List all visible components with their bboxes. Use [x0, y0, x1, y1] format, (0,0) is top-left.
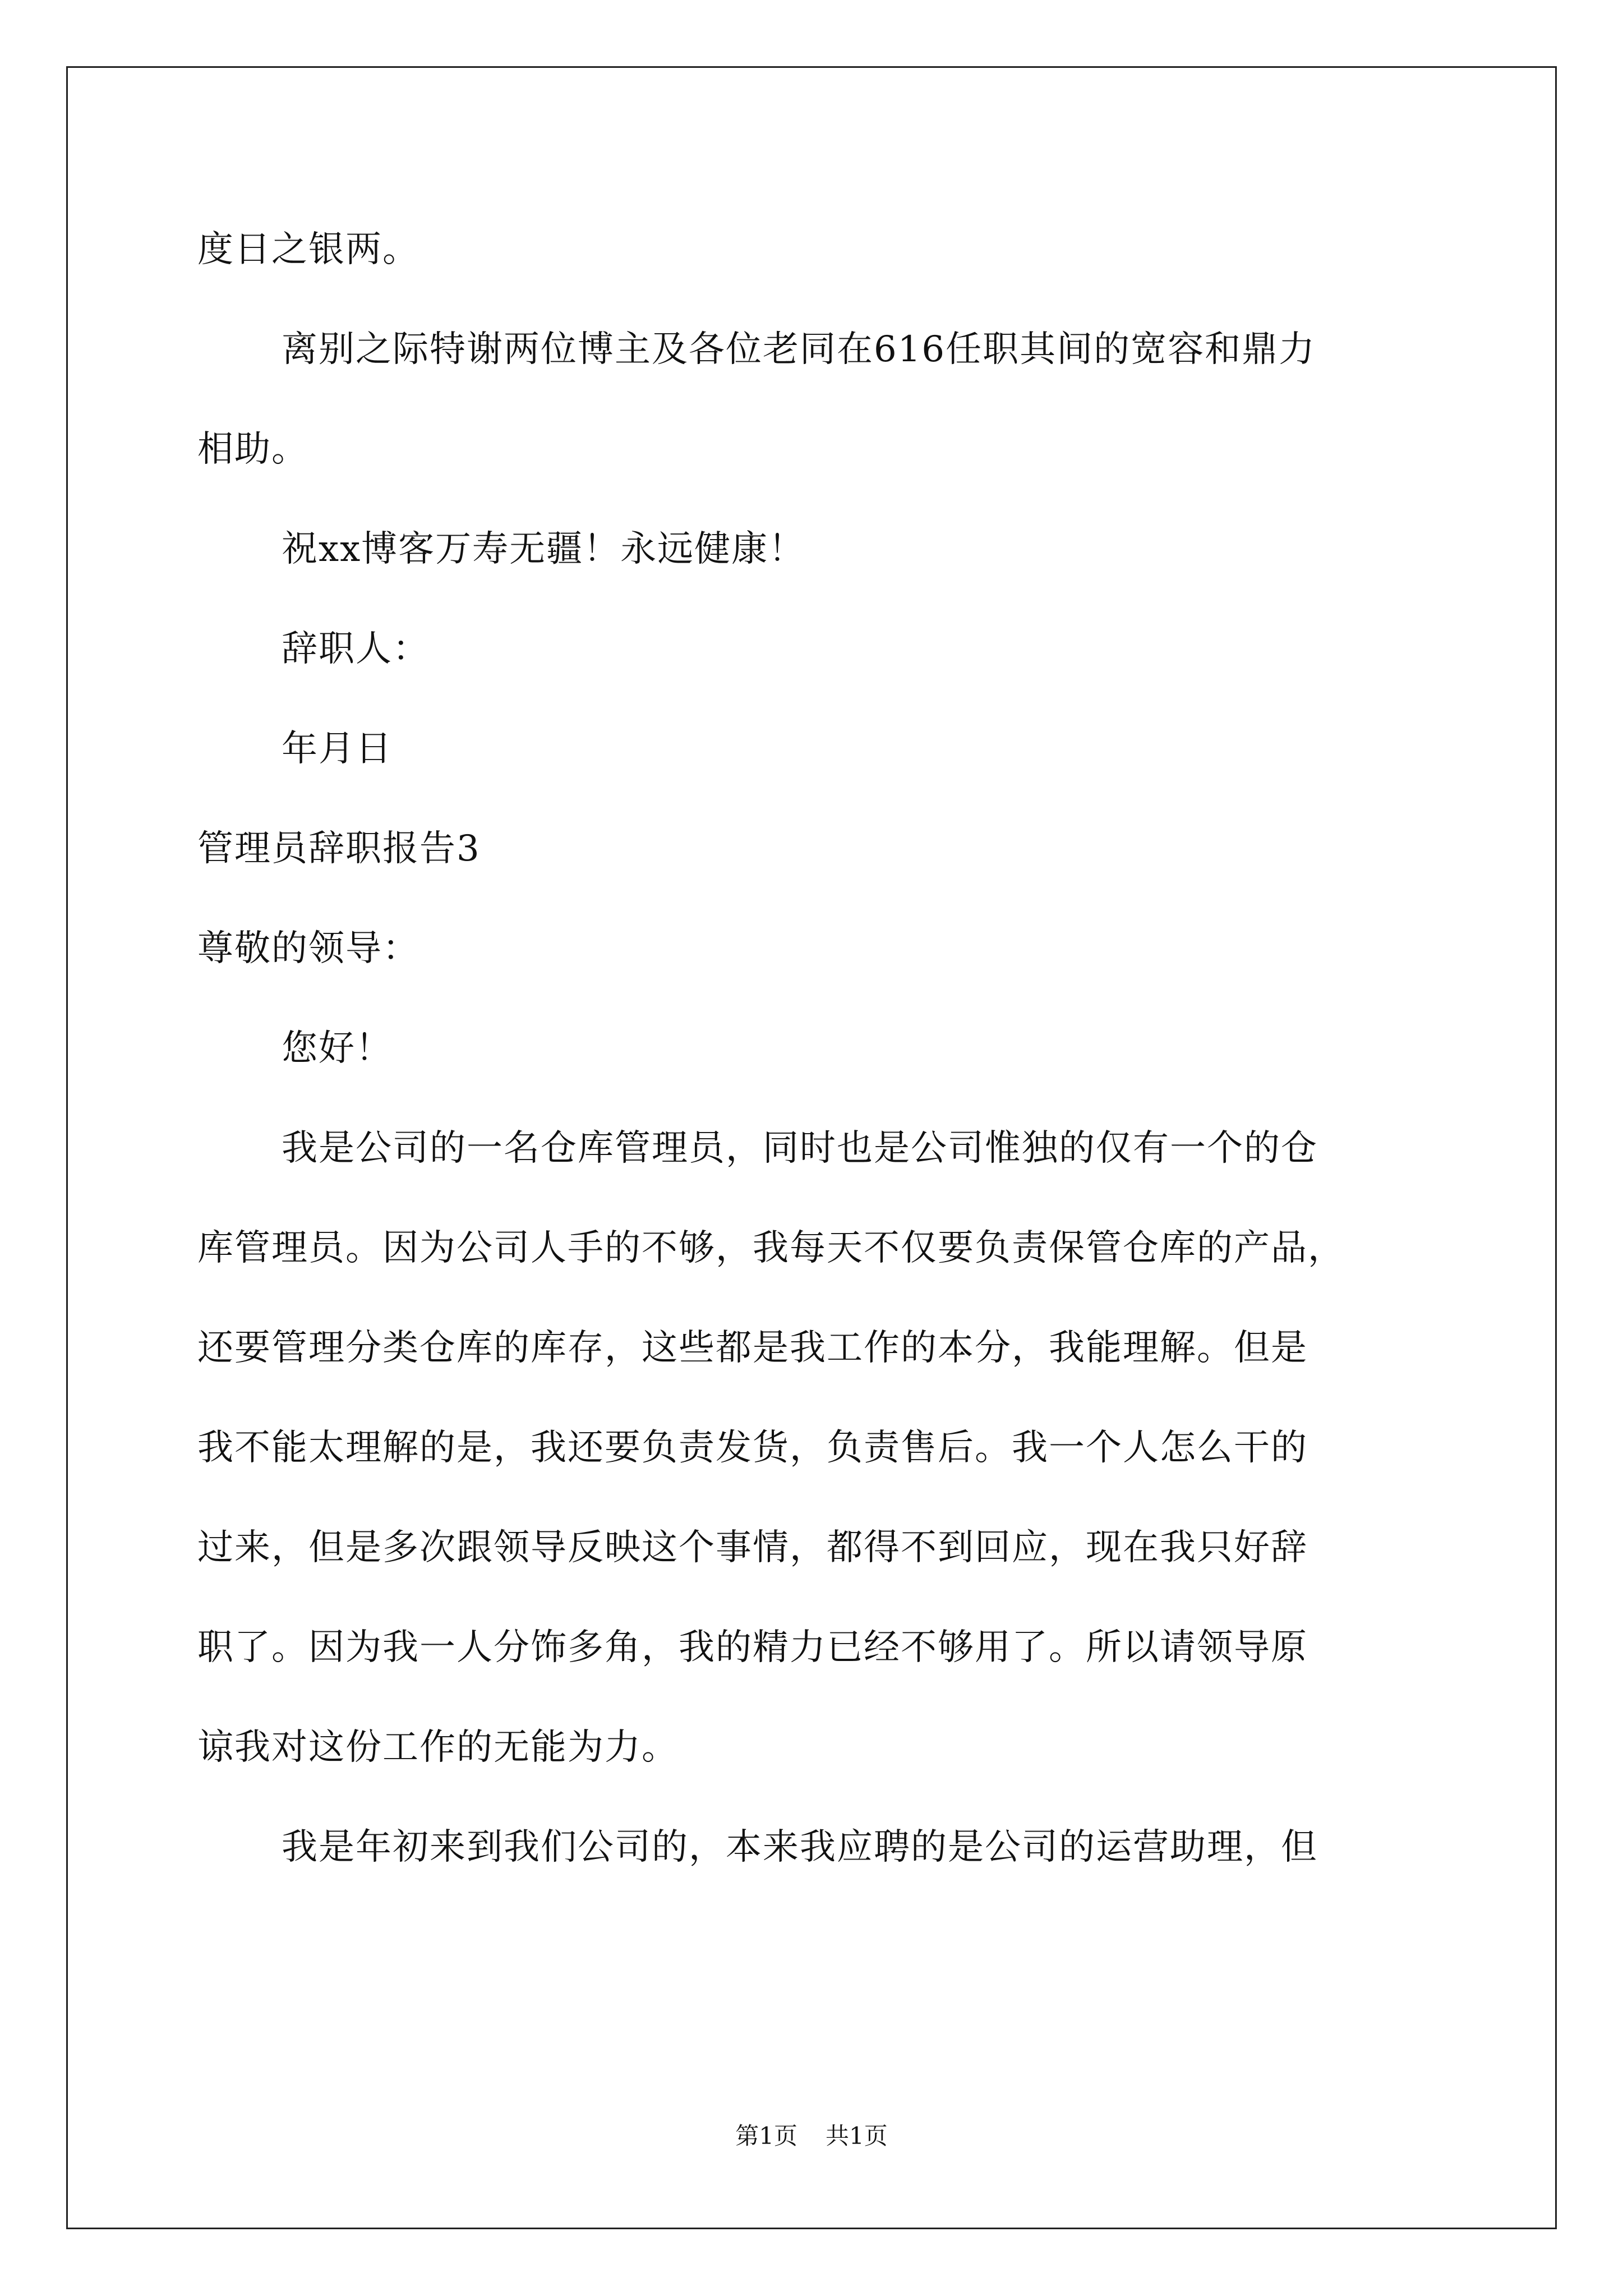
text-line-3: 相助。 — [197, 429, 308, 470]
text-line-11: 库管理员。因为公司人手的不够，我每天不仅要负责保管仓库的产品， — [197, 1227, 1345, 1269]
text-line-12: 还要管理分类仓库的库存，这些都是我工作的本分，我能理解。但是 — [197, 1327, 1308, 1369]
text-line-2: 离别之际特谢两位博主及各位老同在616任职其间的宽容和鼎力 — [282, 329, 1316, 370]
page-number-total: 共1页 — [826, 2122, 888, 2150]
text-line-4: 祝xx博客万寿无疆！永远健康！ — [282, 528, 806, 570]
text-line-15: 职了。因为我一人分饰多角，我的精力已经不够用了。所以请领导原 — [197, 1627, 1308, 1668]
text-line-17: 我是年初来到我们公司的，本来我应聘的是公司的运营助理，但 — [282, 1826, 1318, 1868]
greeting: 您好！ — [282, 1028, 393, 1069]
page-number-current: 第1页 — [735, 2122, 797, 2150]
text-line-13: 我不能太理解的是，我还要负责发货，负责售后。我一个人怎么干的 — [197, 1427, 1308, 1469]
text-line-6: 年月日 — [282, 728, 393, 770]
page-footer — [0, 2120, 1623, 2152]
text-line-14: 过来，但是多次跟领导反映这个事情，都得不到回应，现在我只好辞 — [197, 1527, 1308, 1568]
text-line-1: 度日之银两。 — [197, 229, 419, 270]
salutation: 尊敬的领导： — [197, 928, 419, 969]
text-line-5: 辞职人： — [282, 628, 430, 670]
text-line-10: 我是公司的一名仓库管理员，同时也是公司惟独的仅有一个的仓 — [282, 1128, 1318, 1169]
section-heading: 管理员辞职报告3 — [197, 828, 481, 869]
text-line-16: 谅我对这份工作的无能为力。 — [197, 1727, 679, 1768]
